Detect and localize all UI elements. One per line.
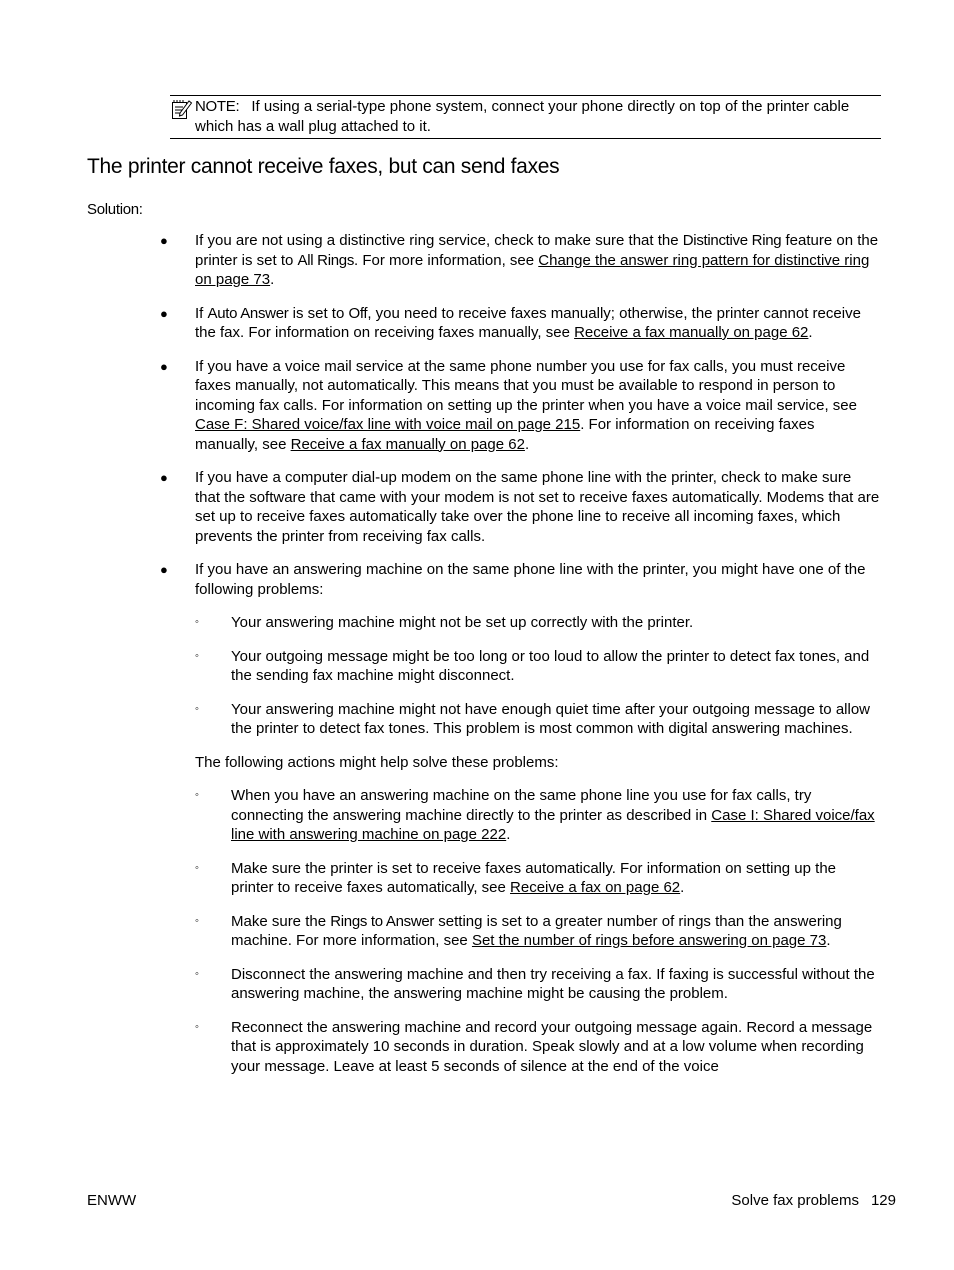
note-pencil-icon	[171, 98, 193, 120]
circle-bullet-icon: ◦	[195, 616, 199, 628]
circle-bullet-icon: ◦	[195, 702, 199, 715]
list-item: ● If you have a voice mail service at the same phone number you use for fax calls, you must receive faxes manually, not automatically. This means that you must be available to respond in person to incoming fax calls. For information on setting up the printer when you have a voice mail service, see Case F: Shared voice/fax line with voice mail on page 215. For information on receiving faxes manually, see Receive a fax manually on page 62.	[160, 357, 857, 453]
note-label: NOTE:	[195, 98, 240, 115]
link-receive-fax-manually[interactable]: Receive a fax manually on page 62	[290, 435, 525, 453]
bullet-icon: ●	[160, 562, 168, 577]
bullet-icon: ●	[160, 305, 168, 321]
ui-term: Rings to Answer	[330, 912, 435, 930]
ui-term: Distinctive Ring	[682, 232, 782, 249]
sub-list-item: ◦ Your answering machine might not be set up correctly with the printer.	[195, 614, 694, 631]
sub-list-item: ◦ Disconnect the answering machine and then try receiving a fax. If faxing is successful without the answering machine, the answering machine might be causing the problem.	[195, 965, 875, 1002]
ui-term: Off	[348, 304, 368, 322]
bullet-icon: ●	[160, 358, 168, 374]
circle-bullet-icon: ◦	[195, 649, 199, 662]
sub-list-item: ◦ Your outgoing message might be too long or too loud to allow the printer to detect fax tones, and the sending fax machine might disconnect.	[195, 647, 870, 684]
circle-bullet-icon: ◦	[195, 789, 199, 801]
footer-doc-id: ENWW	[87, 1192, 137, 1209]
bullet-icon: ●	[160, 470, 168, 485]
circle-bullet-icon: ◦	[195, 914, 199, 927]
page-number: 129	[870, 1192, 896, 1209]
ui-term: All Rings	[297, 251, 355, 269]
note-box	[170, 95, 881, 139]
list-item: ● If Auto Answer is set to Off, you need to receive faxes manually; otherwise, the printer cannot receive the fax. For information on receiving faxes manually, see Receive a fax manually on page 62.	[160, 304, 861, 341]
footer-section	[731, 1191, 896, 1211]
actions-intro: The following actions might help solve these problems:	[195, 753, 559, 771]
ui-term: Auto Answer	[207, 304, 289, 322]
section-heading: The printer cannot receive faxes, but can send faxes	[87, 155, 560, 178]
circle-bullet-icon: ◦	[195, 1020, 199, 1033]
bullet-icon: ●	[160, 233, 168, 248]
circle-bullet-icon: ◦	[195, 967, 199, 980]
sub-list-item: ◦ Make sure the Rings to Answer setting is set to a greater number of rings than the answering machine. For more information, see Set the number of rings before answering on page 73.	[195, 912, 842, 949]
sub-list-item: ◦ When you have an answering machine on the same phone line you use for fax calls, try connecting the answering machine directly to the printer as described in Case I: Shared voice/fax line with answering machine on page 222.	[195, 787, 875, 843]
circle-bullet-icon: ◦	[195, 861, 199, 874]
sub-list-item: ◦ Reconnect the answering machine and record your outgoing message again. Record a message that is approximately 10 seconds in duration. Speak slowly and at a low volume when recording your message. Leave at least 5 seconds of silence at the end of the voice	[195, 1018, 873, 1075]
solution-content	[0, 231, 954, 1090]
link-receive-fax-manually[interactable]: Receive a fax manually on page 62	[574, 324, 809, 341]
list-item: ● If you have an answering machine on the same phone line with the printer, you might have one of the following problems:	[160, 561, 866, 598]
sub-list-item: ◦ Your answering machine might not have enough quiet time after your outgoing message to allow the printer to detect fax tones. This problem is most common with digital answering machines.	[195, 700, 871, 737]
link-case-f[interactable]: Case F: Shared voice/fax line with voice mail on page 215	[195, 416, 581, 433]
link-rings-before-answering[interactable]: Set the number of rings before answering on page 73	[471, 932, 827, 949]
note-text: If using a serial-type phone system, connect your phone directly on top of the printer cable which has a wall plug attached to it.	[195, 98, 850, 135]
footer-section-title: Solve fax problems	[731, 1192, 859, 1209]
sub-list-item: ◦ Make sure the printer is set to receive faxes automatically. For information on setting up the printer to receive faxes automatically, see Receive a fax on page 62.	[195, 859, 837, 896]
list-item: ● If you have a computer dial-up modem on the same phone line with the printer, check to make sure that the software that came with your modem is not set to receive faxes automatically. Modems that are set up to receive faxes automatically take over the phone line to receive all incoming faxes, which prevents the printer from receiving fax calls.	[160, 469, 880, 545]
list-item: ● If you are not using a distinctive ring service, check to make sure that the Distinctive Ring feature on the printer is set to All Rings. For more information, see Change the answer ring pattern for distinctive ring on page 73.	[160, 232, 879, 288]
link-answer-ring-pattern[interactable]: Change the answer ring pattern for distinctive ring on page 73	[195, 251, 870, 288]
link-case-i[interactable]: Case I: Shared voice/fax line with answering machine on page 222	[231, 806, 875, 843]
link-receive-fax[interactable]: Receive a fax on page 62	[510, 879, 681, 896]
solution-label: Solution:	[87, 201, 143, 218]
